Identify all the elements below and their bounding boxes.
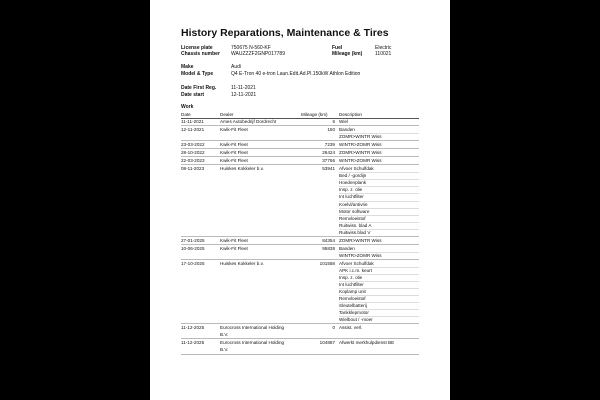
- row-description: ZOMR>WINTR Wiss: [339, 134, 382, 140]
- model-label: Model & Type: [181, 71, 214, 77]
- header-description: Description: [339, 112, 362, 117]
- table-row: [181, 324, 419, 339]
- row-line-divider: [339, 316, 419, 317]
- row-line-divider: [339, 295, 419, 296]
- row-date: 11-12-2025: [181, 340, 205, 346]
- row-description: Wiel: [339, 119, 348, 124]
- row-dealer: Eurocross International Holding B.V.: [220, 325, 285, 338]
- table-row: [181, 149, 419, 157]
- row-line-divider: [339, 193, 419, 194]
- row-dealer: Ames Autobedrijf Dordrecht: [220, 119, 277, 124]
- row-mileage: 53941: [322, 166, 335, 172]
- row-line-divider: [339, 229, 419, 230]
- table-row: [181, 126, 419, 141]
- row-date: 08-11-2023: [181, 166, 205, 172]
- table-row: [181, 237, 419, 245]
- row-line-divider: [339, 222, 419, 223]
- row-mileage: 26424: [322, 150, 335, 156]
- row-dealer: Eurocross International Holding B.V.: [220, 340, 285, 353]
- row-date: 17-10-2025: [181, 260, 205, 266]
- mileage-label: Mileage (km): [332, 51, 363, 57]
- work-table: [181, 118, 419, 355]
- row-description: WINTR>ZOMR Wiss: [339, 252, 382, 258]
- row-dealer: Kwik-Fit Fleet: [220, 158, 248, 164]
- table-row: [181, 141, 419, 149]
- row-description: Remvloeistof: [339, 215, 366, 221]
- row-line-divider: [339, 133, 419, 134]
- row-date: 23-03-2022: [181, 142, 205, 148]
- row-line-divider: [339, 179, 419, 180]
- row-line-divider: [339, 274, 419, 275]
- row-description: Ruitwiss.blad V: [339, 229, 371, 235]
- row-description: Bed / -gordijn: [339, 173, 367, 179]
- row-line-divider: [339, 201, 419, 202]
- header-mileage: Mileage (km): [301, 112, 328, 117]
- table-row: [181, 260, 419, 324]
- row-line-divider: [339, 302, 419, 303]
- row-line-divider: [339, 186, 419, 187]
- row-line-divider: [339, 208, 419, 209]
- table-row: [181, 245, 419, 260]
- row-description: Insp. z. olie: [339, 275, 363, 281]
- make-value: Audi: [231, 64, 242, 70]
- row-description: Afvoer Schulfdak: [339, 166, 374, 172]
- row-description: Banden: [339, 127, 355, 133]
- header-dealer: Dealer: [220, 112, 234, 117]
- row-dealer: Huiskes Kokkeler b.v.: [220, 166, 264, 172]
- table-row: [181, 118, 419, 126]
- row-line-divider: [339, 309, 419, 310]
- row-dealer: Kwik-Fit Fleet: [220, 142, 248, 148]
- licence-plate-value: 750675 N-560-KF: [231, 45, 271, 51]
- row-description: Tankklepmotor: [339, 310, 369, 316]
- mileage-value: 110021: [375, 51, 392, 57]
- row-mileage: 6: [332, 119, 335, 124]
- row-dealer: Huiskes Kokkeler b.v.: [220, 260, 264, 266]
- chassis-value: WAUZZZF2GNP017789: [231, 51, 285, 57]
- row-description: WINTR>ZOMR Wiss: [339, 142, 382, 148]
- row-description: ZOMR>WINTR Wiss: [339, 237, 382, 243]
- row-description: Int luchtfilter: [339, 194, 364, 200]
- row-mileage: 95838: [322, 245, 335, 251]
- row-line-divider: [339, 252, 419, 253]
- row-date: 12-11-2021: [181, 127, 205, 133]
- row-mileage: 104887: [319, 340, 335, 346]
- row-mileage: 37766: [322, 158, 335, 164]
- row-dealer: Kwik-Fit Fleet: [220, 150, 248, 156]
- chassis-label: Chassis number: [181, 51, 220, 57]
- row-description: Banden: [339, 245, 355, 251]
- fuel-label: Fuel: [332, 45, 343, 51]
- start-value: 12-11-2021: [231, 92, 257, 98]
- table-row: [181, 339, 419, 354]
- row-date: 27-01-2025: [181, 237, 205, 243]
- table-row: [181, 157, 419, 165]
- row-mileage: 150: [327, 127, 335, 133]
- row-description: Insp. z. olie: [339, 187, 363, 193]
- row-mileage: 0: [332, 325, 335, 331]
- row-description: Remvloeistof: [339, 296, 366, 302]
- first-reg-label: Date First Reg.: [181, 85, 217, 91]
- row-line-divider: [339, 215, 419, 216]
- row-description: APK i.c.m. keurt: [339, 267, 372, 273]
- row-description: Afvoer Schulfdak: [339, 260, 374, 266]
- row-description: ZOMR>WINTR Wiss: [339, 150, 382, 156]
- row-description: Hoedenplank: [339, 180, 367, 186]
- row-date: 28-10-2022: [181, 150, 205, 156]
- row-description: Int luchtfilter: [339, 282, 364, 288]
- row-description: Sleutelbatterij: [339, 303, 367, 309]
- row-description: Afwerkt merkhulpdienst BE: [339, 340, 395, 346]
- row-description: Motor software: [339, 208, 370, 214]
- row-mileage: 7239: [324, 142, 335, 148]
- first-reg-value: 11-11-2021: [231, 85, 256, 91]
- row-date: 10-06-2025: [181, 245, 205, 251]
- row-description: Koplamp unit: [339, 289, 366, 295]
- row-date: 22-03-2023: [181, 158, 205, 164]
- make-label: Make: [181, 64, 194, 70]
- row-description: Wielbout / -moer: [339, 317, 373, 323]
- row-description: Ruitwiss. blad A: [339, 222, 372, 228]
- row-mileage: 101558: [319, 260, 335, 266]
- model-value: Q4 E-Tron 40 e-tron Laun.Edit.Ad.Pl.150kW Athlon Edition: [231, 71, 361, 77]
- row-line-divider: [339, 172, 419, 173]
- row-line-divider: [339, 281, 419, 282]
- row-date: 11-12-2025: [181, 325, 205, 331]
- row-dealer: Kwik-Fit Fleet: [220, 127, 248, 133]
- row-description: WINTR>ZOMR Wiss: [339, 158, 382, 164]
- fuel-value: Electric: [375, 45, 392, 51]
- header-date: Date: [181, 112, 191, 117]
- document-title: History Reparations, Maintenance & Tires: [181, 27, 389, 39]
- row-line-divider: [339, 267, 419, 268]
- row-mileage: 84354: [322, 237, 335, 243]
- row-dealer: Kwik-Fit Fleet: [220, 237, 248, 243]
- row-description: Koelvl/antivrie: [339, 201, 368, 207]
- row-date: 11-11-2021: [181, 119, 204, 124]
- document-page: [150, 0, 450, 400]
- licence-plate-label: License plate: [181, 45, 213, 51]
- start-label: Date start: [181, 92, 205, 98]
- table-row: [181, 165, 419, 237]
- row-line-divider: [339, 288, 419, 289]
- row-dealer: Kwik-Fit Fleet: [220, 245, 248, 251]
- row-description: Assist. verl.: [339, 325, 363, 331]
- work-section-label: Work: [181, 104, 194, 110]
